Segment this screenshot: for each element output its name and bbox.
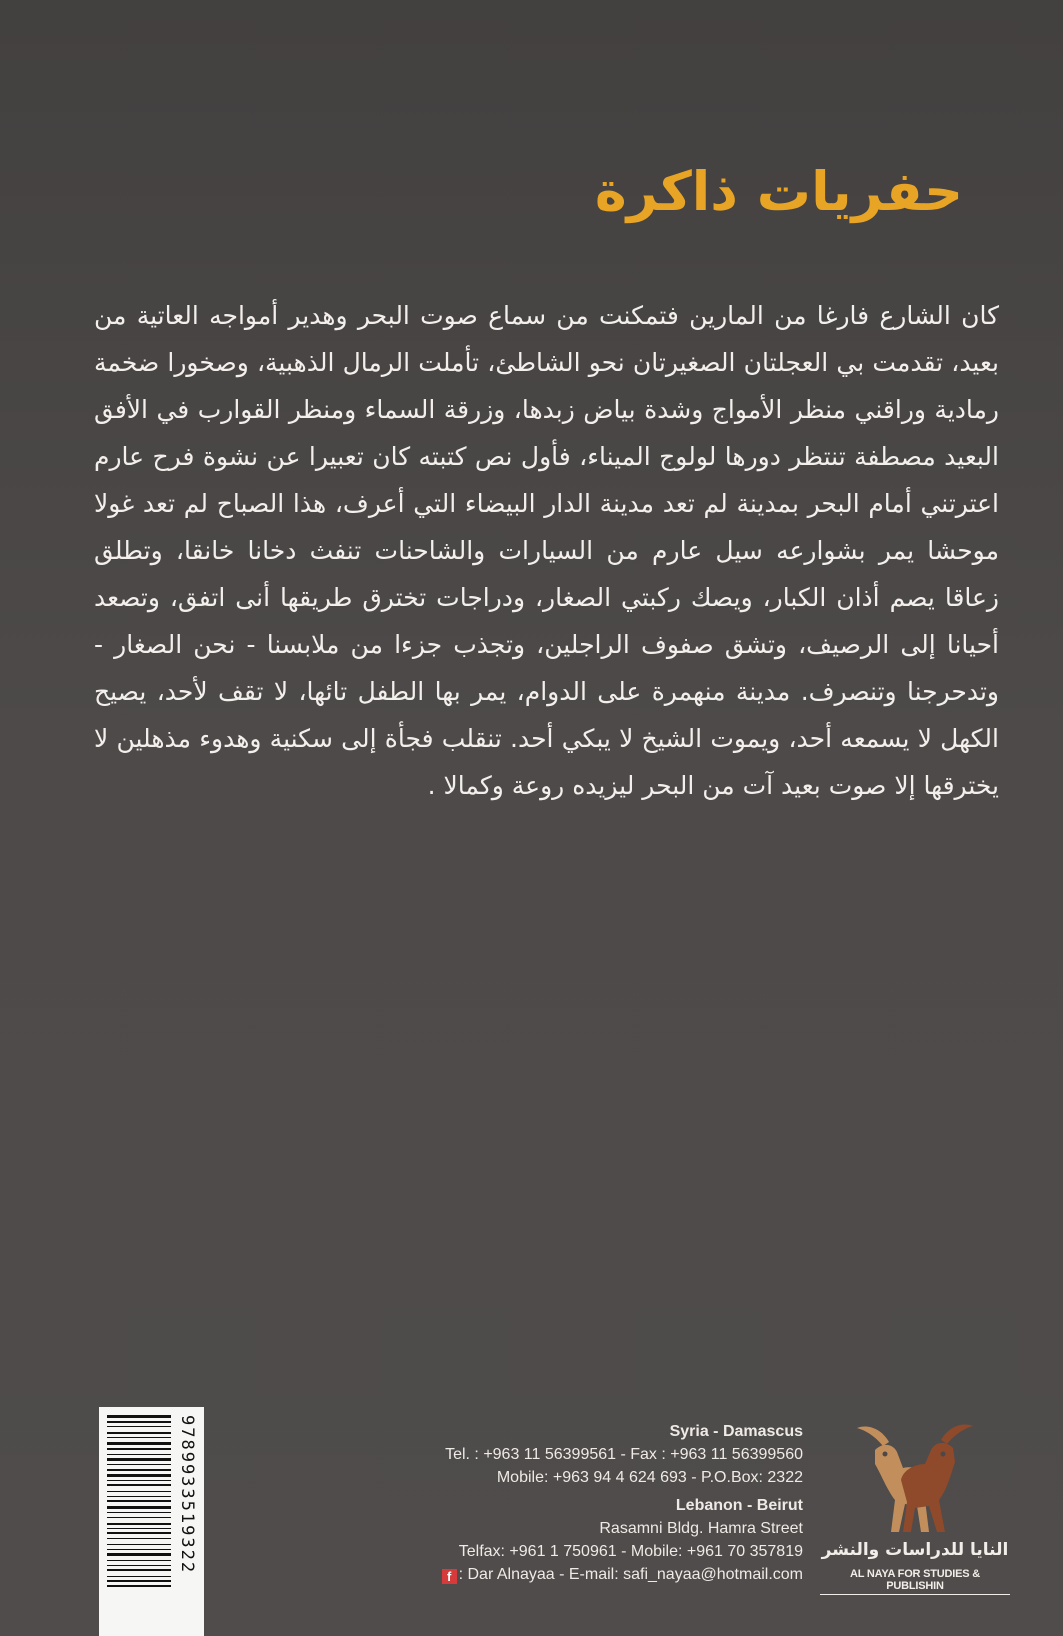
barcode-bar: [107, 1469, 171, 1471]
barcode-bar: [107, 1569, 171, 1571]
barcode-bar: [107, 1464, 171, 1465]
barcode-bar: [107, 1437, 171, 1438]
barcode-bar: [107, 1426, 171, 1427]
barcode-bar: [107, 1458, 171, 1461]
barcode-bar: [107, 1500, 171, 1502]
online-contacts: [323, 1563, 803, 1586]
barcode-bar: [107, 1528, 171, 1529]
barcode-bar: [107, 1448, 171, 1450]
barcode-bar: [107, 1532, 171, 1534]
publisher-name-arabic: النايا للدراسات والنشر: [821, 1540, 1009, 1560]
barcode-bar: [107, 1480, 171, 1481]
barcode-bar: [107, 1523, 171, 1525]
publisher-logo: [820, 1420, 1010, 1595]
publisher-contacts: [323, 1420, 803, 1586]
syria-telephone: Tel. : +963 11 56399561 - Fax : +963 11 56399560: [445, 1446, 803, 1463]
barcode-bar: [107, 1415, 171, 1418]
barcode-bar: [107, 1538, 171, 1539]
barcode-bar: [107, 1553, 171, 1556]
isbn-digits: 9789933519322: [177, 1415, 197, 1575]
barcode-bar: [107, 1506, 171, 1509]
publisher-name-english: AL NAYA FOR STUDIES & PUBLISHIN: [820, 1568, 1010, 1595]
syria-city: Syria - Damascus: [669, 1423, 803, 1440]
barcode-bar: [107, 1560, 171, 1561]
barcode-bar: [107, 1580, 171, 1582]
barcode-bar: [107, 1512, 171, 1513]
barcode-bar: [107, 1474, 171, 1477]
barcode-bar: [107, 1496, 171, 1497]
syria-mobile: Mobile: +963 94 4 624 693 - P.O.Box: 2322: [496, 1469, 803, 1486]
isbn-barcode: [99, 1407, 204, 1636]
barcode-bar: [107, 1484, 171, 1486]
lebanon-telephone: Telfax: +961 1 750961 - Mobile: +961 70 357819: [458, 1543, 803, 1560]
gazelle-logo-icon: [845, 1420, 985, 1538]
email-line: : Dar Alnayaa - E-mail: safi_nayaa@hotmail.com: [458, 1566, 803, 1583]
barcode-bar: [107, 1585, 171, 1587]
barcode-bar: [107, 1491, 171, 1492]
barcode-bars: [107, 1415, 171, 1636]
barcode-bar: [107, 1576, 171, 1577]
barcode-bar: [107, 1544, 171, 1545]
barcode-bar: [107, 1454, 171, 1455]
lebanon-address: Rasamni Bldg. Hamra Street: [599, 1520, 803, 1537]
barcode-bar: [107, 1565, 171, 1566]
barcode-bar: [107, 1421, 171, 1423]
barcode-bar: [107, 1432, 171, 1434]
lebanon-city: Lebanon - Beirut: [675, 1497, 803, 1514]
facebook-icon: f: [442, 1569, 457, 1584]
book-title: حفريات ذاكرة: [594, 160, 963, 223]
barcode-bar: [107, 1442, 171, 1445]
barcode-bar: [107, 1517, 171, 1518]
blurb-text: كان الشارع فارغا من المارين فتمكنت من سماع صوت البحر وهدير أمواجه العاتية من بعيد، تقدمت بي العجلتان الصغيرتان نحو الشاطئ، تأملت الرمال الذهبية، وصخورا ضخمة رمادية وراقني منظر الأمواج وشدة بياض زبدها، وزرقة السماء ومنظر القوارب في الأفق البعيد مصطفة تنتظر دورها لولوج الميناء، فأول نص كتبته كان تعبيرا عن نشوة فرح عارم اعترتني أمام البحر بمدينة لم تعد مدينة الدار البيضاء التي أعرف، هذا الصباح لم تعد غولا موحشا يمر بشوارعه سيل عارم من السيارات والشاحنات تنفث دخانا خانقا، وتطلق زعاقا يصم أذان الكبار، ويصك ركبتي الصغار، ودراجات تخترق طريقها أنى اتفق، وتصعد أحيانا إلى الرصيف، وتشق صفوف الراجلين، وتجذب جزءا من ملابسنا - نحن الصغار - وتدحرجنا وتنصرف. مدينة منهمرة على الدوام، يمر بها الطفل تائها، لا تقف لأحد، يصيح الكهل لا يسمعه أحد، ويموت الشيخ لا يبكي أحد. تنقلب فجأة إلى سكنية وهدوء مذهلين لا يخترقها إلا صوت بعيد آت من البحر ليزيده روعة وكمالا .: [94, 301, 999, 800]
barcode-bar: [107, 1549, 171, 1550]
